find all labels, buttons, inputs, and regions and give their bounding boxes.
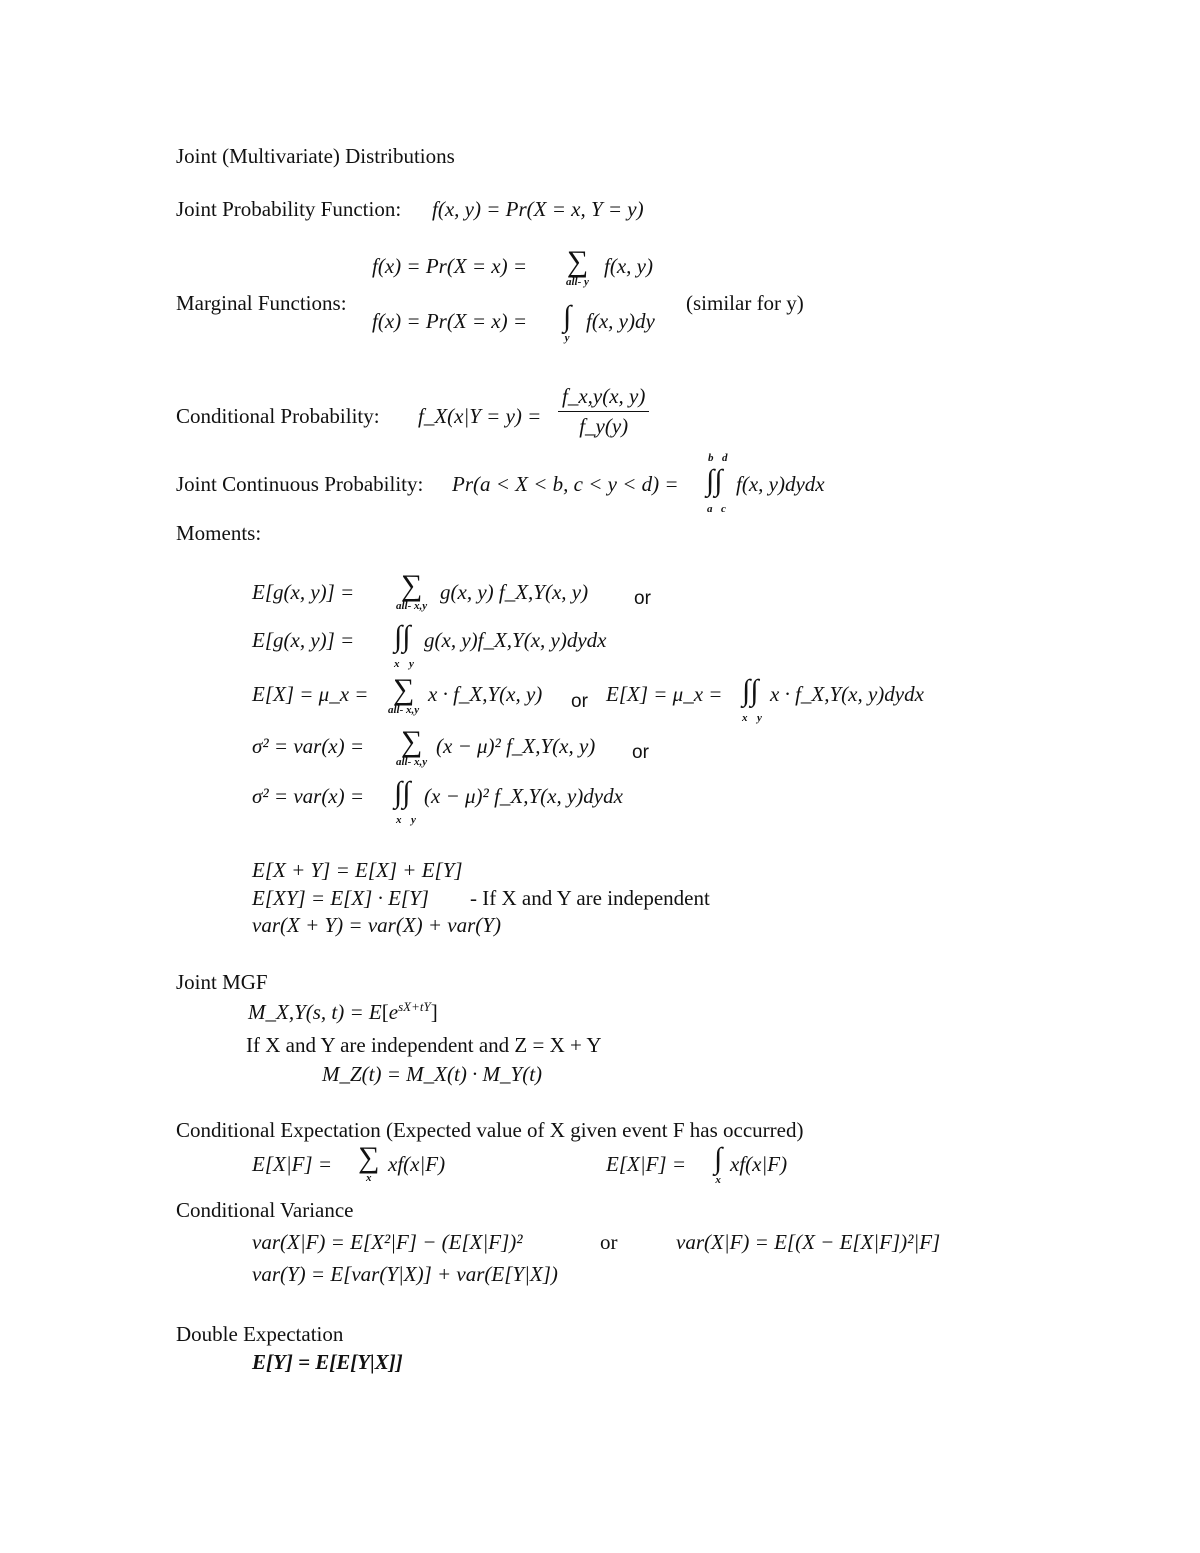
- moment-e2-limit-y: y: [409, 658, 414, 670]
- marginal-integral-symbol: ∫ y: [563, 300, 572, 344]
- marginal-f1-lhs: f(x) = Pr(X = x) =: [372, 254, 528, 278]
- moment-e1-sum-limit: all- x,y: [396, 600, 428, 612]
- mgf-formula-2: M_Z(t) = M_X(t) · M_Y(t): [322, 1062, 543, 1086]
- marginal-note: (similar for y): [686, 291, 804, 315]
- cond-exp-f2-rhs: xf(x|F): [730, 1152, 788, 1176]
- cond-var-label: Conditional Variance: [176, 1198, 354, 1222]
- moment-e3-lhs: E[X] = μ_x =: [252, 682, 369, 706]
- cond-exp-f1-lhs: E[X|F] =: [252, 1152, 333, 1176]
- double-exp-label: Double Expectation: [176, 1322, 344, 1346]
- joint-cont-upper-d: d: [722, 452, 728, 464]
- moment-e2-limit-x: x: [394, 658, 400, 670]
- cond-var-or: or: [600, 1230, 618, 1254]
- moment-e3-or: or: [571, 691, 588, 712]
- marginal-f2-lhs: f(x) = Pr(X = x) =: [372, 309, 528, 333]
- joint-cont-lower-a: a: [707, 503, 713, 515]
- cond-prob-label: Conditional Probability:: [176, 404, 380, 428]
- moment-property-2: E[XY] = E[X] · E[Y]: [252, 886, 429, 910]
- marginal-f1-rhs: f(x, y): [604, 254, 653, 278]
- joint-pf-formula: f(x, y) = Pr(X = x, Y = y): [432, 197, 644, 221]
- joint-cont-rhs: f(x, y)dydx: [736, 472, 825, 496]
- moment-e1-lhs: E[g(x, y)] =: [252, 580, 355, 604]
- moment-e3b-lhs: E[X] = μ_x =: [606, 682, 723, 706]
- cond-exp-integral: ∫ x: [714, 1142, 723, 1186]
- moment-property-1: E[X + Y] = E[X] + E[Y]: [252, 858, 463, 882]
- moment-e4-rhs: (x − μ)² f_X,Y(x, y): [436, 734, 596, 758]
- moment-e4-or: or: [632, 742, 649, 763]
- cond-exp-sum-limit: x: [365, 1172, 372, 1184]
- cond-exp-f1-rhs: xf(x|F): [388, 1152, 446, 1176]
- cond-var-formula-1: var(X|F) = E[X²|F] − (E[X|F])²: [252, 1230, 523, 1254]
- moment-property-3: var(X + Y) = var(X) + var(Y): [252, 913, 501, 937]
- moment-e1-or: or: [634, 588, 651, 609]
- moment-e3b-limit-y: y: [757, 712, 762, 724]
- cond-exp-label: Conditional Expectation (Expected value of X given event F has occurred): [176, 1118, 804, 1142]
- moment-e4-sum: ∑ all- x,y: [396, 725, 428, 768]
- moment-property-2-note: - If X and Y are independent: [470, 886, 710, 910]
- joint-cont-upper-b: b: [708, 452, 714, 464]
- mgf-independence-text: If X and Y are independent and Z = X + Y: [246, 1033, 602, 1057]
- joint-cont-lower-c: c: [721, 503, 726, 515]
- moment-e1-rhs: g(x, y) f_X,Y(x, y): [440, 580, 589, 604]
- cond-var-formula-3: var(Y) = E[var(Y|X)] + var(E[Y|X]): [252, 1262, 558, 1286]
- cond-exp-sum: ∑ x: [358, 1141, 380, 1184]
- mgf-bracket-right: ]: [430, 1000, 438, 1024]
- page-title: Joint (Multivariate) Distributions: [176, 144, 455, 168]
- marginal-label: Marginal Functions:: [176, 291, 347, 315]
- joint-cont-lhs: Pr(a < X < b, c < y < d) =: [452, 472, 679, 496]
- cond-prob-lhs: f_X(x|Y = y) =: [418, 404, 542, 428]
- moment-e4-lhs: σ² = var(x) =: [252, 734, 365, 758]
- marginal-int-limit: y: [564, 332, 570, 344]
- cond-prob-fraction: [558, 384, 649, 439]
- moment-e2-lhs: E[g(x, y)] =: [252, 628, 355, 652]
- mgf-label: Joint MGF: [176, 970, 268, 994]
- joint-pf-label: Joint Probability Function:: [176, 197, 402, 221]
- moment-e1-sum: ∑ all- x,y: [396, 569, 428, 612]
- moment-e5-limit-x: x: [396, 814, 402, 826]
- moment-e2-double-integral: ∫∫: [394, 620, 411, 653]
- moments-label: Moments:: [176, 521, 262, 545]
- cond-exp-int-limit: x: [715, 1174, 721, 1186]
- moment-e3-rhs: x · f_X,Y(x, y): [428, 682, 543, 706]
- marginal-sum-symbol: ∑ all- y: [566, 245, 589, 288]
- moment-e4-sum-limit: all- x,y: [396, 756, 428, 768]
- moment-e3-sum-limit: all- x,y: [388, 704, 420, 716]
- moment-e3b-double-integral: ∫∫: [742, 674, 759, 707]
- moment-e3b-limit-x: x: [742, 712, 748, 724]
- mgf-formula: M_X,Y(s, $t) = E[e^{sX+tY}]$: [248, 999, 438, 1024]
- moment-e5-double-integral: ∫∫: [394, 776, 411, 809]
- cond-exp-f2-lhs: E[X|F] =: [606, 1152, 687, 1176]
- moment-e3b-rhs: x · f_X,Y(x, y)dydx: [770, 682, 924, 706]
- moment-e3-sum: ∑ all- x,y: [388, 673, 420, 716]
- joint-cont-double-integral: ∫∫: [706, 464, 723, 497]
- moment-e5-limit-y: y: [411, 814, 416, 826]
- joint-cont-label: Joint Continuous Probability:: [176, 472, 424, 496]
- cond-prob-numerator: f_x,y(x, y): [558, 384, 649, 412]
- cond-var-formula-2: var(X|F) = E[(X − E[X|F])²|F]: [676, 1230, 941, 1254]
- cond-prob-denominator: f_y(y): [579, 414, 629, 438]
- moment-e2-rhs: g(x, y)f_X,Y(x, y)dydx: [424, 628, 607, 652]
- mgf-formula-lhs: M_X,Y(s, t) = E: [248, 1000, 382, 1024]
- marginal-f2-rhs: f(x, y)dy: [586, 309, 655, 333]
- moment-e5-lhs: σ² = var(x) =: [252, 784, 365, 808]
- mgf-exponent: sX+tY: [398, 999, 431, 1014]
- double-exp-formula: E[Y] = E[E[Y|X]]: [252, 1350, 403, 1374]
- moment-e5-rhs: (x − μ)² f_X,Y(x, y)dydx: [424, 784, 623, 808]
- mgf-bracket-left: [: [381, 1000, 389, 1024]
- marginal-sum-limit: all- y: [566, 276, 589, 288]
